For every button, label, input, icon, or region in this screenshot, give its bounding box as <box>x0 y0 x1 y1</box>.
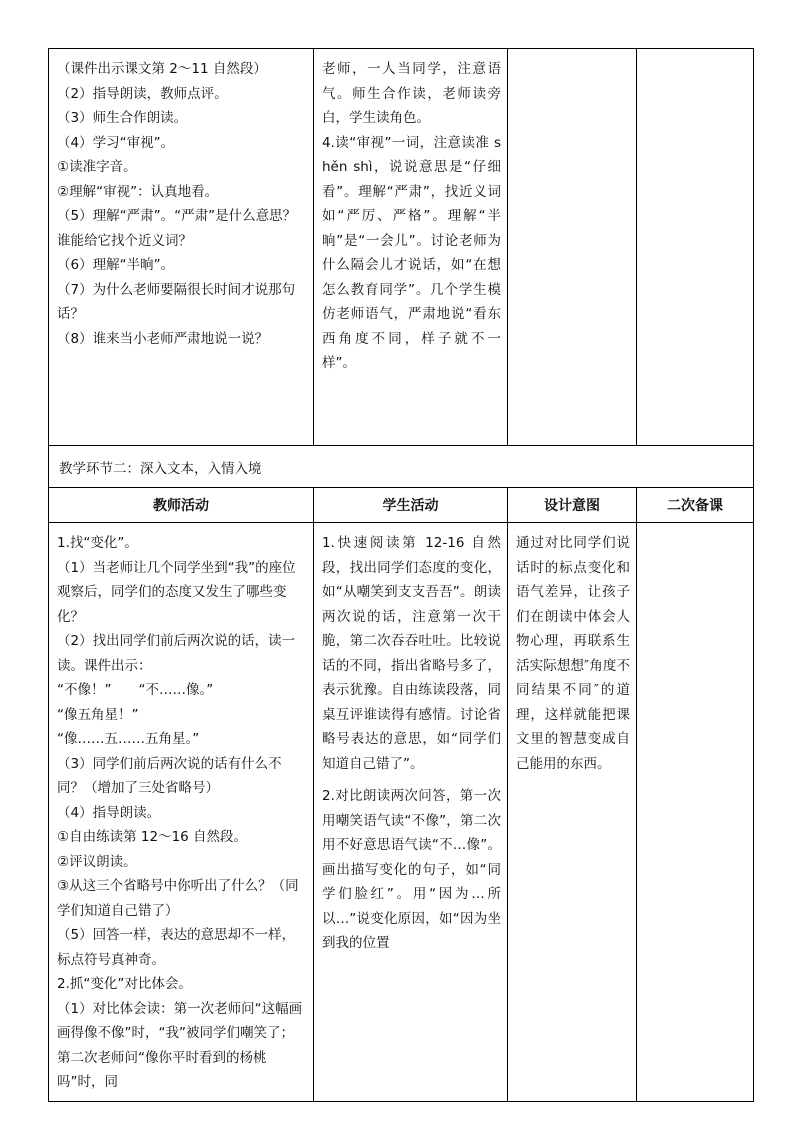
teacher-activity-line: ③从这三个省略号中你听出了什么？（同学们知道自己错了） <box>57 878 299 919</box>
teacher-activity-line: 2.抓“变化”对比体会。 <box>57 976 192 992</box>
design-intent-text: 通过对比同学们说话时的标点变化和语气差异，让孩子们在朗读中体会人物心理，再联系生活实际想想″角度不同结果不同″的道理，这样就能把课文里的智慧变成自己能用的东西。 <box>516 535 630 772</box>
teacher-activity-line: （5）理解“严肃”。“严肃”是什么意思？谁能给它找个近义词？ <box>57 208 297 249</box>
table-row <box>49 523 754 1102</box>
second-prep-cell <box>637 49 754 446</box>
student-activity-paragraph: 4.读“审视”一词，注意读准 shěn shì，说说意思是“仔细看”。理解“严肃”，找近义词如“严厉、严格”。理解“半晌”是“一会儿”。讨论老师为什么隔会儿才说话，如“在想怎么教育同学”。几个学生模仿老师语气，严肃地说“看东西角度不同，样子就不一样”。 <box>322 134 501 371</box>
teacher-activity-line: （3）同学们前后两次说的话有什么不同？（增加了三处省略号） <box>57 755 282 796</box>
student-activity-paragraph: 2.对比朗读两次问答，第一次用嘲笑语气读“不像”，第二次用不好意思语气读“不…像”。画出描写变化的句子，如“同学们脸红”。用“因为…所以…”说变化原因，如“因为坐到我的位置 <box>322 788 501 951</box>
teacher-activity-line: ①读准字音。 <box>57 159 137 175</box>
teacher-activity-line: （5）回答一样，表达的意思却不一样，标点符号真神奇。 <box>57 927 296 968</box>
teacher-activity-text <box>49 49 313 357</box>
student-activity-text <box>314 49 507 382</box>
teacher-activity-line: （课件出示课文第 2～11 自然段） <box>57 61 267 77</box>
teacher-activity-cell <box>49 49 314 446</box>
student-activity-paragraph: 1.快速阅读第 12-16 自然段，找出同学们态度的变化，如“从嘲笑到支支吾吾”。朗读两次说的话，注意第一次干脆，第二次吞吞吐吐。比较说话的不同，指出省略号多了，表示犹豫。自由练读段落，同桌互评谁读得有感情。讨论省略号表达的意思，如“同学们知道自己错了”。 <box>322 535 501 772</box>
section-row <box>49 446 754 488</box>
student-activity-paragraph: 老师，一人当同学，注意语气。师生合作读，老师读旁白，学生读角色。 <box>322 61 501 126</box>
header-row <box>49 488 754 523</box>
table-row <box>49 49 754 446</box>
design-intent-cell <box>508 49 637 446</box>
header-student-activity: 学生活动 <box>314 488 508 523</box>
teacher-activity-line: （7）为什么老师要隔很长时间才说那句话？ <box>57 281 296 322</box>
teacher-activity-line: （1）当老师让几个同学坐到“我”的座位观察后，同学们的态度又发生了哪些变化？ <box>57 559 296 625</box>
teacher-activity-line: “像五角星！” <box>57 706 139 723</box>
teacher-activity-text <box>49 523 313 1101</box>
student-activity-cell <box>314 49 508 446</box>
student-activity-cell <box>314 523 508 1102</box>
student-activity-text <box>314 523 507 962</box>
teacher-activity-line: “不像！” “不……像。” <box>57 682 214 698</box>
teacher-activity-line: 1.找“变化”。 <box>57 535 138 551</box>
teacher-activity-line: “像……五……五角星。” <box>57 731 200 747</box>
header-second-prep: 二次备课 <box>637 488 754 523</box>
header-teacher-activity: 教师活动 <box>49 488 314 523</box>
design-intent-cell <box>508 523 637 1102</box>
teacher-activity-line: （8）谁来当小老师严肃地说一说？ <box>57 330 269 347</box>
teacher-activity-line: （1）对比体会读：第一次老师问“这幅画画得像不像”时，“我”被同学们嘲笑了；第二次老师问“像你平时看到的杨桃吗”时，同 <box>57 1000 303 1090</box>
section-title-cell <box>49 446 754 488</box>
teacher-activity-line: （3）师生合作朗读。 <box>57 110 188 126</box>
teacher-activity-line: （6）理解“半晌”。 <box>57 257 175 273</box>
teacher-activity-line: （2）指导朗读，教师点评。 <box>57 85 228 102</box>
teacher-activity-line: （4）学习“审视”。 <box>57 134 175 151</box>
section-title: 教学环节二：深入文本，入情入境 <box>59 460 262 477</box>
second-prep-cell <box>637 523 754 1102</box>
teacher-activity-line: （2）找出同学们前后两次说的话，读一读。课件出示： <box>57 633 296 674</box>
lesson-plan-table <box>48 48 754 1102</box>
teacher-activity-line: ②理解“审视”：认真地看。 <box>57 183 219 200</box>
teacher-activity-line: （4）指导朗读。 <box>57 804 161 821</box>
teacher-activity-line: ②评议朗读。 <box>57 853 137 870</box>
teacher-activity-line: ①自由练读第 12～16 自然段。 <box>57 829 248 845</box>
header-design-intent: 设计意图 <box>508 488 637 523</box>
teacher-activity-cell <box>49 523 314 1102</box>
